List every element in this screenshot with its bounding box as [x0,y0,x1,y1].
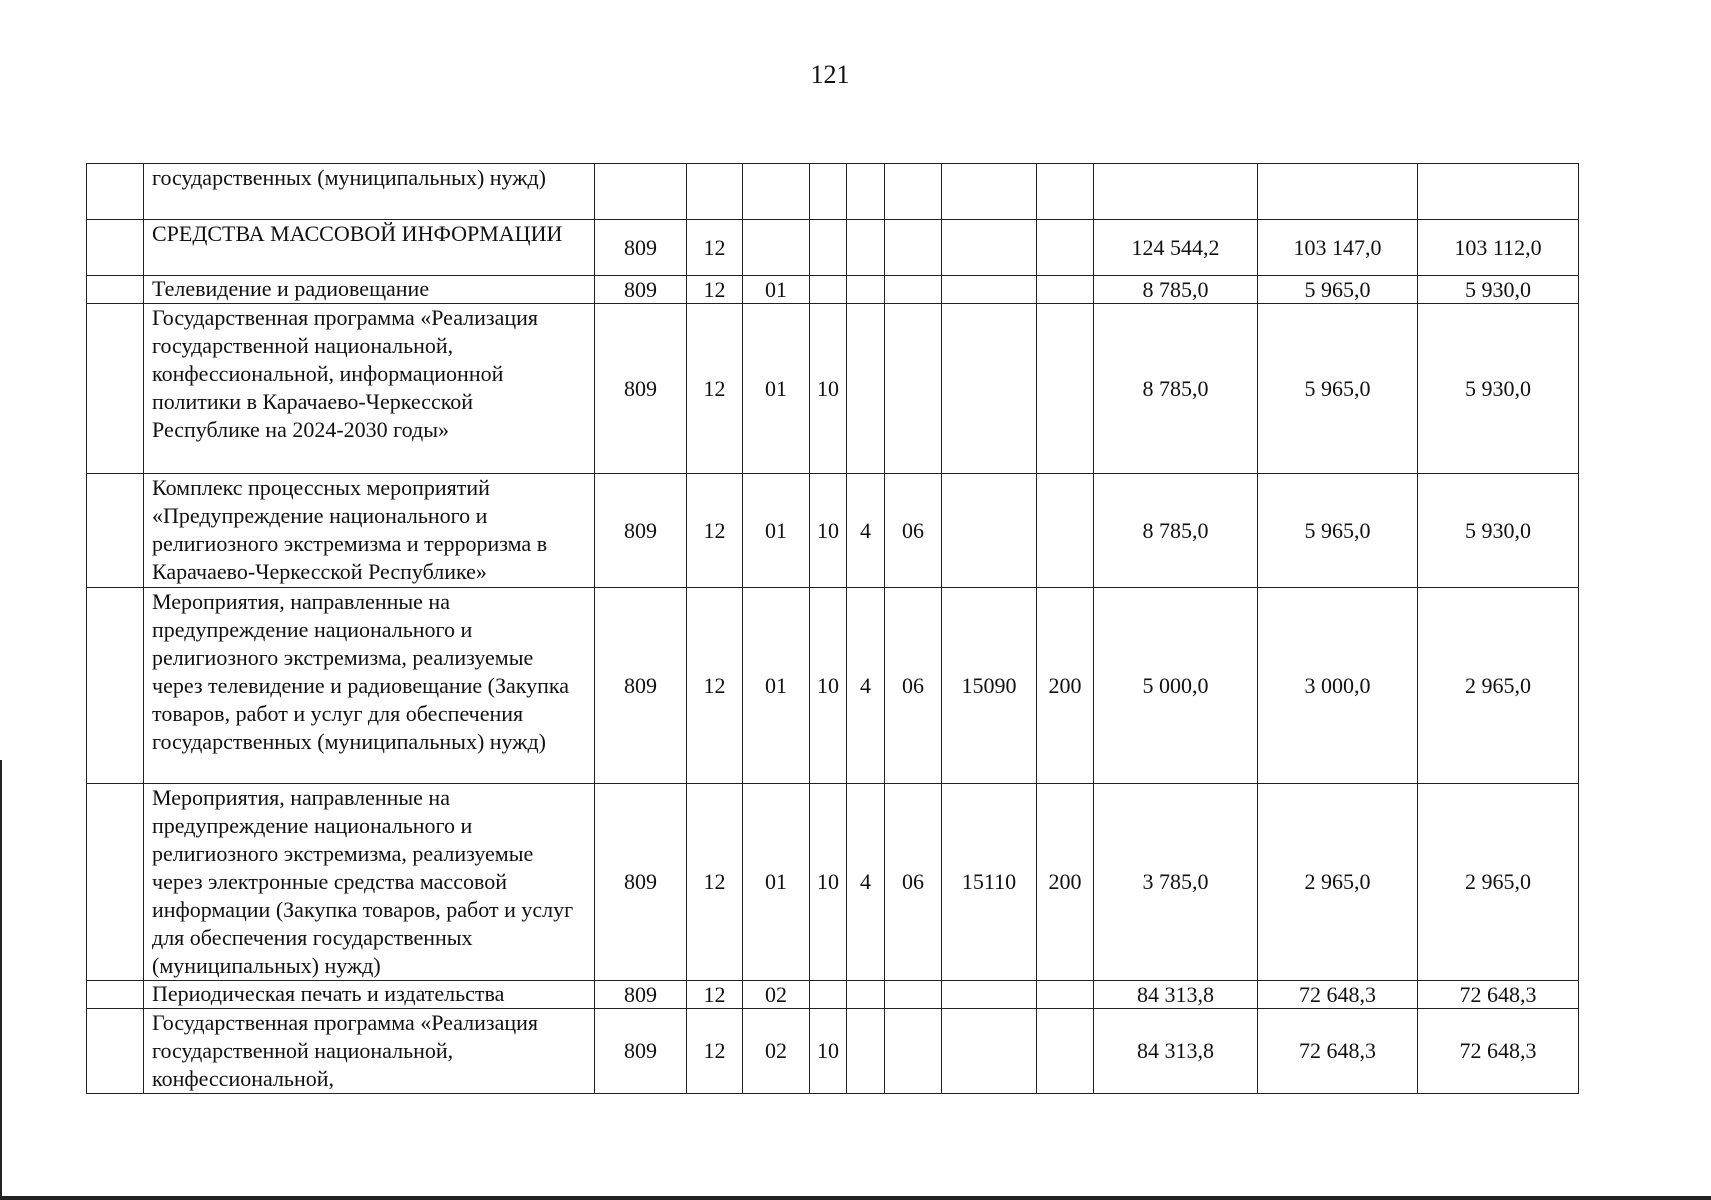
subprogram-code-cell [847,220,885,276]
ministry-code-cell: 809 [595,981,687,1009]
subprogram-code-cell [847,164,885,220]
amount-2025-cell: 84 313,8 [1094,1009,1258,1094]
amount-2027-cell: 72 648,3 [1418,1009,1579,1094]
section-code-cell: 12 [687,276,743,304]
amount-2026-cell: 3 000,0 [1258,588,1418,784]
expense-type-code-cell [1037,164,1094,220]
amount-2026-cell: 5 965,0 [1258,276,1418,304]
item-name-cell: Государственная программа «Реализация государственной национальной, конфессиональной, [144,1009,595,1094]
subsection-code-cell: 01 [743,784,810,981]
amount-2025-cell: 84 313,8 [1094,981,1258,1009]
amount-2025-cell: 8 785,0 [1094,276,1258,304]
subsection-code-cell: 02 [743,1009,810,1094]
row-number-cell [87,1009,144,1094]
row-number-cell [87,220,144,276]
table-row [87,164,1579,220]
complex-code-cell [885,1009,942,1094]
subsection-code-cell: 02 [743,981,810,1009]
row-number-cell [87,981,144,1009]
amount-2026-cell: 5 965,0 [1258,304,1418,474]
ministry-code-cell: 809 [595,784,687,981]
expense-type-code-cell [1037,276,1094,304]
subsection-code-cell: 01 [743,474,810,588]
program-code-cell [810,220,847,276]
row-number-cell [87,784,144,981]
amount-2027-cell: 103 112,0 [1418,220,1579,276]
program-code-cell: 10 [810,304,847,474]
item-name-cell: Телевидение и радиовещание [144,276,595,304]
amount-2025-cell: 8 785,0 [1094,304,1258,474]
subprogram-code-cell [847,981,885,1009]
amount-2027-cell: 5 930,0 [1418,304,1579,474]
program-code-cell: 10 [810,784,847,981]
item-name-cell: Периодическая печать и издательства [144,981,595,1009]
expense-code-cell [942,1009,1037,1094]
subsection-code-cell: 01 [743,276,810,304]
amount-2025-cell: 5 000,0 [1094,588,1258,784]
row-number-cell [87,474,144,588]
expense-code-cell [942,304,1037,474]
expense-type-code-cell [1037,1009,1094,1094]
expense-code-cell [942,276,1037,304]
amount-2025-cell: 3 785,0 [1094,784,1258,981]
ministry-code-cell: 809 [595,474,687,588]
program-code-cell: 10 [810,1009,847,1094]
expense-type-code-cell [1037,304,1094,474]
section-code-cell: 12 [687,220,743,276]
program-code-cell [810,276,847,304]
section-code-cell: 12 [687,784,743,981]
amount-2027-cell: 5 930,0 [1418,276,1579,304]
item-name-cell: Комплекс процессных мероприятий «Предупреждение национального и религиозного экстремизма и терроризма в Карачаево-Черкесской Республике» [144,474,595,588]
item-name-cell: Государственная программа «Реализация государственной национальной, конфессиональной, информационной политики в Карачаево-Черкесской Республике на 2024-2030 годы» [144,304,595,474]
item-name-cell: Мероприятия, направленные на предупреждение национального и религиозного экстремизма, реализуемые через электронные средства массовой информации (Закупка товаров, работ и услуг для обеспечения государственных (муниципальных) нужд) [144,784,595,981]
item-name-cell: СРЕДСТВА МАССОВОЙ ИНФОРМАЦИИ [144,220,595,276]
amount-2025-cell [1094,164,1258,220]
amount-2025-cell: 124 544,2 [1094,220,1258,276]
subsection-code-cell: 01 [743,304,810,474]
expense-code-cell [942,474,1037,588]
complex-code-cell: 06 [885,588,942,784]
amount-2027-cell [1418,164,1579,220]
expense-type-code-cell [1037,981,1094,1009]
expense-type-code-cell: 200 [1037,784,1094,981]
row-number-cell [87,588,144,784]
program-code-cell: 10 [810,474,847,588]
section-code-cell: 12 [687,981,743,1009]
page-edge-left [0,760,2,1200]
row-number-cell [87,276,144,304]
section-code-cell: 12 [687,304,743,474]
amount-2027-cell: 5 930,0 [1418,474,1579,588]
subprogram-code-cell [847,276,885,304]
table-row [87,784,1579,981]
table-body [87,164,1579,1094]
complex-code-cell [885,981,942,1009]
item-name-cell: государственных (муниципальных) нужд) [144,164,595,220]
ministry-code-cell: 809 [595,304,687,474]
amount-2026-cell [1258,164,1418,220]
program-code-cell [810,164,847,220]
subprogram-code-cell [847,1009,885,1094]
complex-code-cell [885,164,942,220]
expense-code-cell: 15110 [942,784,1037,981]
section-code-cell: 12 [687,1009,743,1094]
section-code-cell: 12 [687,588,743,784]
section-code-cell [687,164,743,220]
amount-2027-cell: 72 648,3 [1418,981,1579,1009]
amount-2026-cell: 5 965,0 [1258,474,1418,588]
table-row [87,588,1579,784]
complex-code-cell [885,220,942,276]
table-row [87,304,1579,474]
expense-code-cell: 15090 [942,588,1037,784]
amount-2026-cell: 72 648,3 [1258,981,1418,1009]
amount-2026-cell: 72 648,3 [1258,1009,1418,1094]
row-number-cell [87,164,144,220]
complex-code-cell: 06 [885,784,942,981]
subprogram-code-cell: 4 [847,474,885,588]
complex-code-cell [885,304,942,474]
budget-table [86,163,1579,1094]
expense-type-code-cell [1037,474,1094,588]
subprogram-code-cell: 4 [847,784,885,981]
subprogram-code-cell: 4 [847,588,885,784]
ministry-code-cell: 809 [595,276,687,304]
ministry-code-cell: 809 [595,1009,687,1094]
table-row [87,276,1579,304]
section-code-cell: 12 [687,474,743,588]
page-number: 121 [810,60,850,89]
subprogram-code-cell [847,304,885,474]
amount-2027-cell: 2 965,0 [1418,588,1579,784]
table-row [87,981,1579,1009]
expense-type-code-cell [1037,220,1094,276]
amount-2025-cell: 8 785,0 [1094,474,1258,588]
table-row [87,220,1579,276]
amount-2026-cell: 2 965,0 [1258,784,1418,981]
program-code-cell [810,981,847,1009]
ministry-code-cell [595,164,687,220]
table-row [87,1009,1579,1094]
complex-code-cell: 06 [885,474,942,588]
row-number-cell [87,304,144,474]
expense-code-cell [942,981,1037,1009]
expense-code-cell [942,164,1037,220]
expense-code-cell [942,220,1037,276]
program-code-cell: 10 [810,588,847,784]
complex-code-cell [885,276,942,304]
page-edge-bottom [0,1196,1711,1200]
amount-2026-cell: 103 147,0 [1258,220,1418,276]
amount-2027-cell: 2 965,0 [1418,784,1579,981]
subsection-code-cell: 01 [743,588,810,784]
table-row [87,474,1579,588]
ministry-code-cell: 809 [595,220,687,276]
item-name-cell: Мероприятия, направленные на предупреждение национального и религиозного экстремизма, реализуемые через телевидение и радиовещание (Закупка товаров, работ и услуг для обеспечения государственных (муниципальных) нужд) [144,588,595,784]
expense-type-code-cell: 200 [1037,588,1094,784]
subsection-code-cell [743,220,810,276]
ministry-code-cell: 809 [595,588,687,784]
subsection-code-cell [743,164,810,220]
